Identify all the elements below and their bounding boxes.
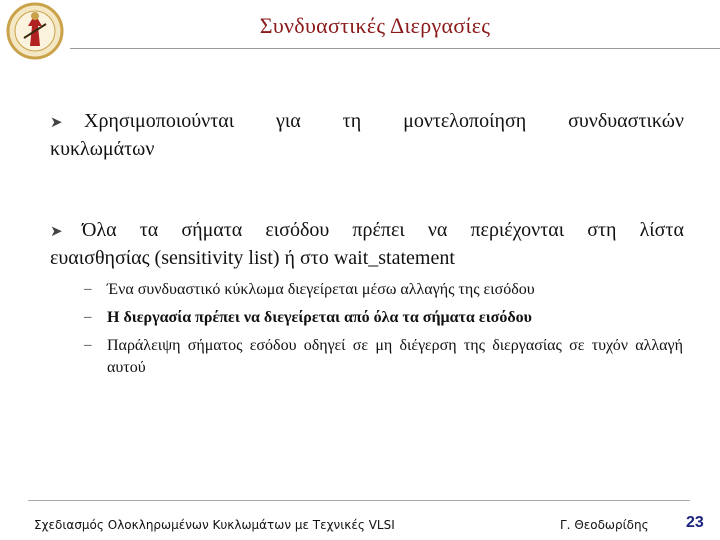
- bullet-2-line-2: ευαισθησίας (sensitivity list) ή στο wait_statement: [50, 247, 455, 269]
- sub-bullet-1: Ένα συνδυαστικό κύκλωμα διεγείρεται μέσω αλλαγής της εισόδου: [107, 281, 535, 298]
- word: συνδυαστικών: [568, 110, 684, 132]
- dash-icon: –: [84, 281, 92, 297]
- bullet-1: [50, 107, 684, 163]
- sub-bullet-2: Η διεργασία πρέπει να διεγείρεται από όλα τα σήματα εισόδου: [107, 309, 532, 326]
- footer-author: Γ. Θεοδωρίδης: [560, 518, 649, 532]
- sub-bullet-3: Παράλειψη σήματος εσόδου οδηγεί σε μη διέγερση της διεργασίας σε τυχόν αλλαγή αυτού: [107, 337, 683, 376]
- word: στη: [587, 219, 617, 241]
- word: να: [427, 219, 448, 241]
- arrow-bullet-icon: ➤: [50, 115, 63, 131]
- dash-icon: –: [84, 337, 92, 353]
- bullet-1-line-2: κυκλωμάτων: [50, 138, 155, 160]
- footer-course: Σχεδιασμός Ολοκληρωμένων Κυκλωμάτων με Τεχνικές VLSI: [34, 518, 395, 532]
- arrow-bullet-icon: ➤: [50, 224, 63, 240]
- word: για: [276, 110, 301, 132]
- word: περιέχονται: [470, 219, 565, 241]
- word: Όλα: [82, 219, 117, 241]
- bullet-2-line-1: [50, 216, 684, 244]
- word: σήματα: [181, 219, 243, 241]
- title-divider: [70, 48, 720, 49]
- dash-icon: –: [84, 309, 92, 325]
- word: εισόδου: [265, 219, 330, 241]
- bullet-1-line-1: [50, 107, 684, 135]
- word: τα: [139, 219, 159, 241]
- bullet-2: [50, 216, 684, 272]
- slide-title: Συνδυαστικές Διεργασίες: [259, 13, 491, 38]
- word: πρέπει: [352, 219, 405, 241]
- word: τη: [342, 110, 362, 132]
- word: μοντελοποίηση: [403, 110, 527, 132]
- word: Χρησιμοποιούνται: [84, 110, 235, 132]
- footer-divider: [28, 500, 690, 501]
- word: λίστα: [639, 219, 684, 241]
- page-number: 23: [686, 514, 704, 531]
